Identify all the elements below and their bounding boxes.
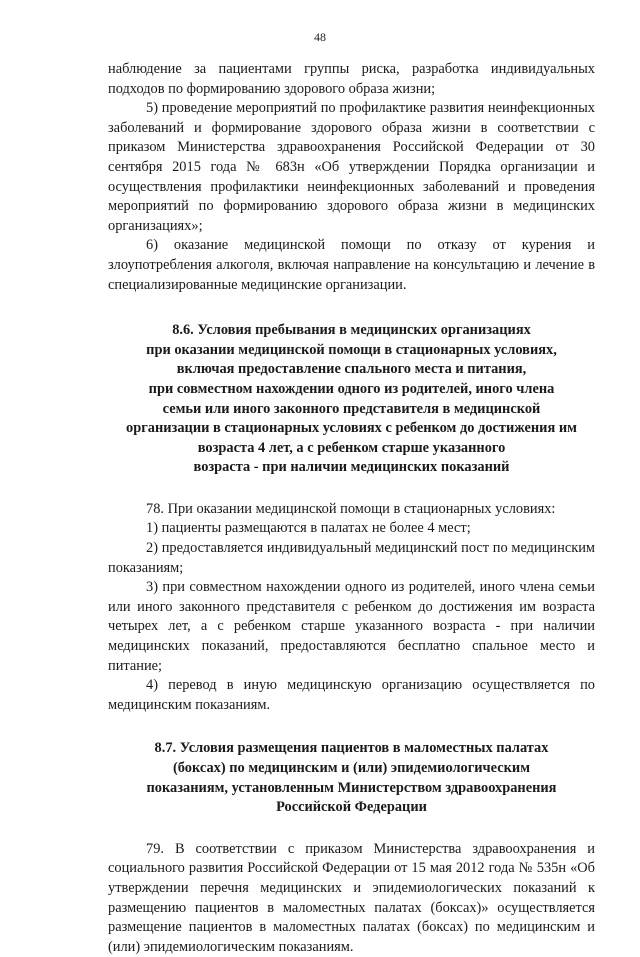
section-heading-8-7 (108, 739, 595, 817)
heading-line: при оказании медицинской помощи в стационарных условиях, (146, 341, 557, 358)
list-item-3: 3) при совместном нахождении одного из родителей, иного члена семьи или иного законного представителя с ребенком до достижения им возраста четырех лет, а с ребенком старше указанного возраста - при наличии медицинских показаний, предоставляются бесплатно спальное место и питание; (108, 579, 595, 674)
heading-line: 8.6. Условия пребывания в медицинских организациях (172, 322, 531, 339)
heading-line: возраста - при наличии медицинских показаний (193, 459, 510, 476)
heading-line: семьи или иного законного представителя в медицинской (162, 400, 541, 417)
heading-line: 8.7. Условия размещения пациентов в маломестных палатах (154, 740, 549, 757)
paragraph-78: 78. При оказании медицинской помощи в стационарных условиях: (146, 500, 556, 517)
list-item-2: 2) предоставляется индивидуальный медицинский пост по медицинским показаниям; (108, 540, 595, 576)
heading-line: при совместном нахождении одного из родителей, иного члена (148, 380, 555, 397)
heading-line: возраста 4 лет, а с ребенком старше указанного (197, 439, 506, 456)
list-item-5: 5) проведение мероприятий по профилактике развития неинфекционных заболеваний и формирование здорового образа жизни в соответствии с приказом Министерства здравоохранения Российской Федерации от 30 сентября 2015 года № 683н «Об утверждении Порядка организации и осуществления профилактики неинфекционных заболеваний и проведения мероприятий по формированию здорового образа жизни в медицинских организациях»; (108, 100, 595, 234)
heading-line: Российской Федерации (276, 799, 427, 816)
document-body (108, 60, 595, 957)
heading-line: (боксах) по медицинским и (или) эпидемиологическим (172, 760, 530, 776)
heading-line: организации в стационарных условиях с ребенком до достижения им (126, 420, 577, 437)
list-item-4: 4) перевод в иную медицинскую организацию осуществляется по медицинским показаниям. (108, 677, 595, 713)
section-heading-8-6 (108, 321, 595, 478)
paragraph-79: 79. В соответствии с приказом Министерства здравоохранения и социального развития Российской Федерации от 15 мая 2012 года № 535н «Об утверждении перечня медицинских и эпидемиологических показаний к размещению пациентов в маломестных палатах (боксах)» осуществляется размещение пациентов в маломестных палатах (боксах) по медицинским и (или) эпидемиологическим показаниям. (108, 840, 595, 955)
list-item-6: 6) оказание медицинской помощи по отказу от курения и злоупотребления алкоголя, включая направление на консультацию и лечение в специализированные медицинские организации. (108, 237, 595, 293)
paragraph-continued: наблюдение за пациентами группы риска, разработка индивидуальных подходов по формированию здорового образа жизни; (108, 61, 595, 97)
heading-line: показаниям, установленным Министерством здравоохранения (146, 779, 557, 796)
heading-line: включая предоставление спального места и питания, (176, 361, 527, 378)
list-item-1: 1) пациенты размещаются в палатах не более 4 мест; (146, 520, 471, 537)
page-number: 48 (314, 30, 326, 44)
